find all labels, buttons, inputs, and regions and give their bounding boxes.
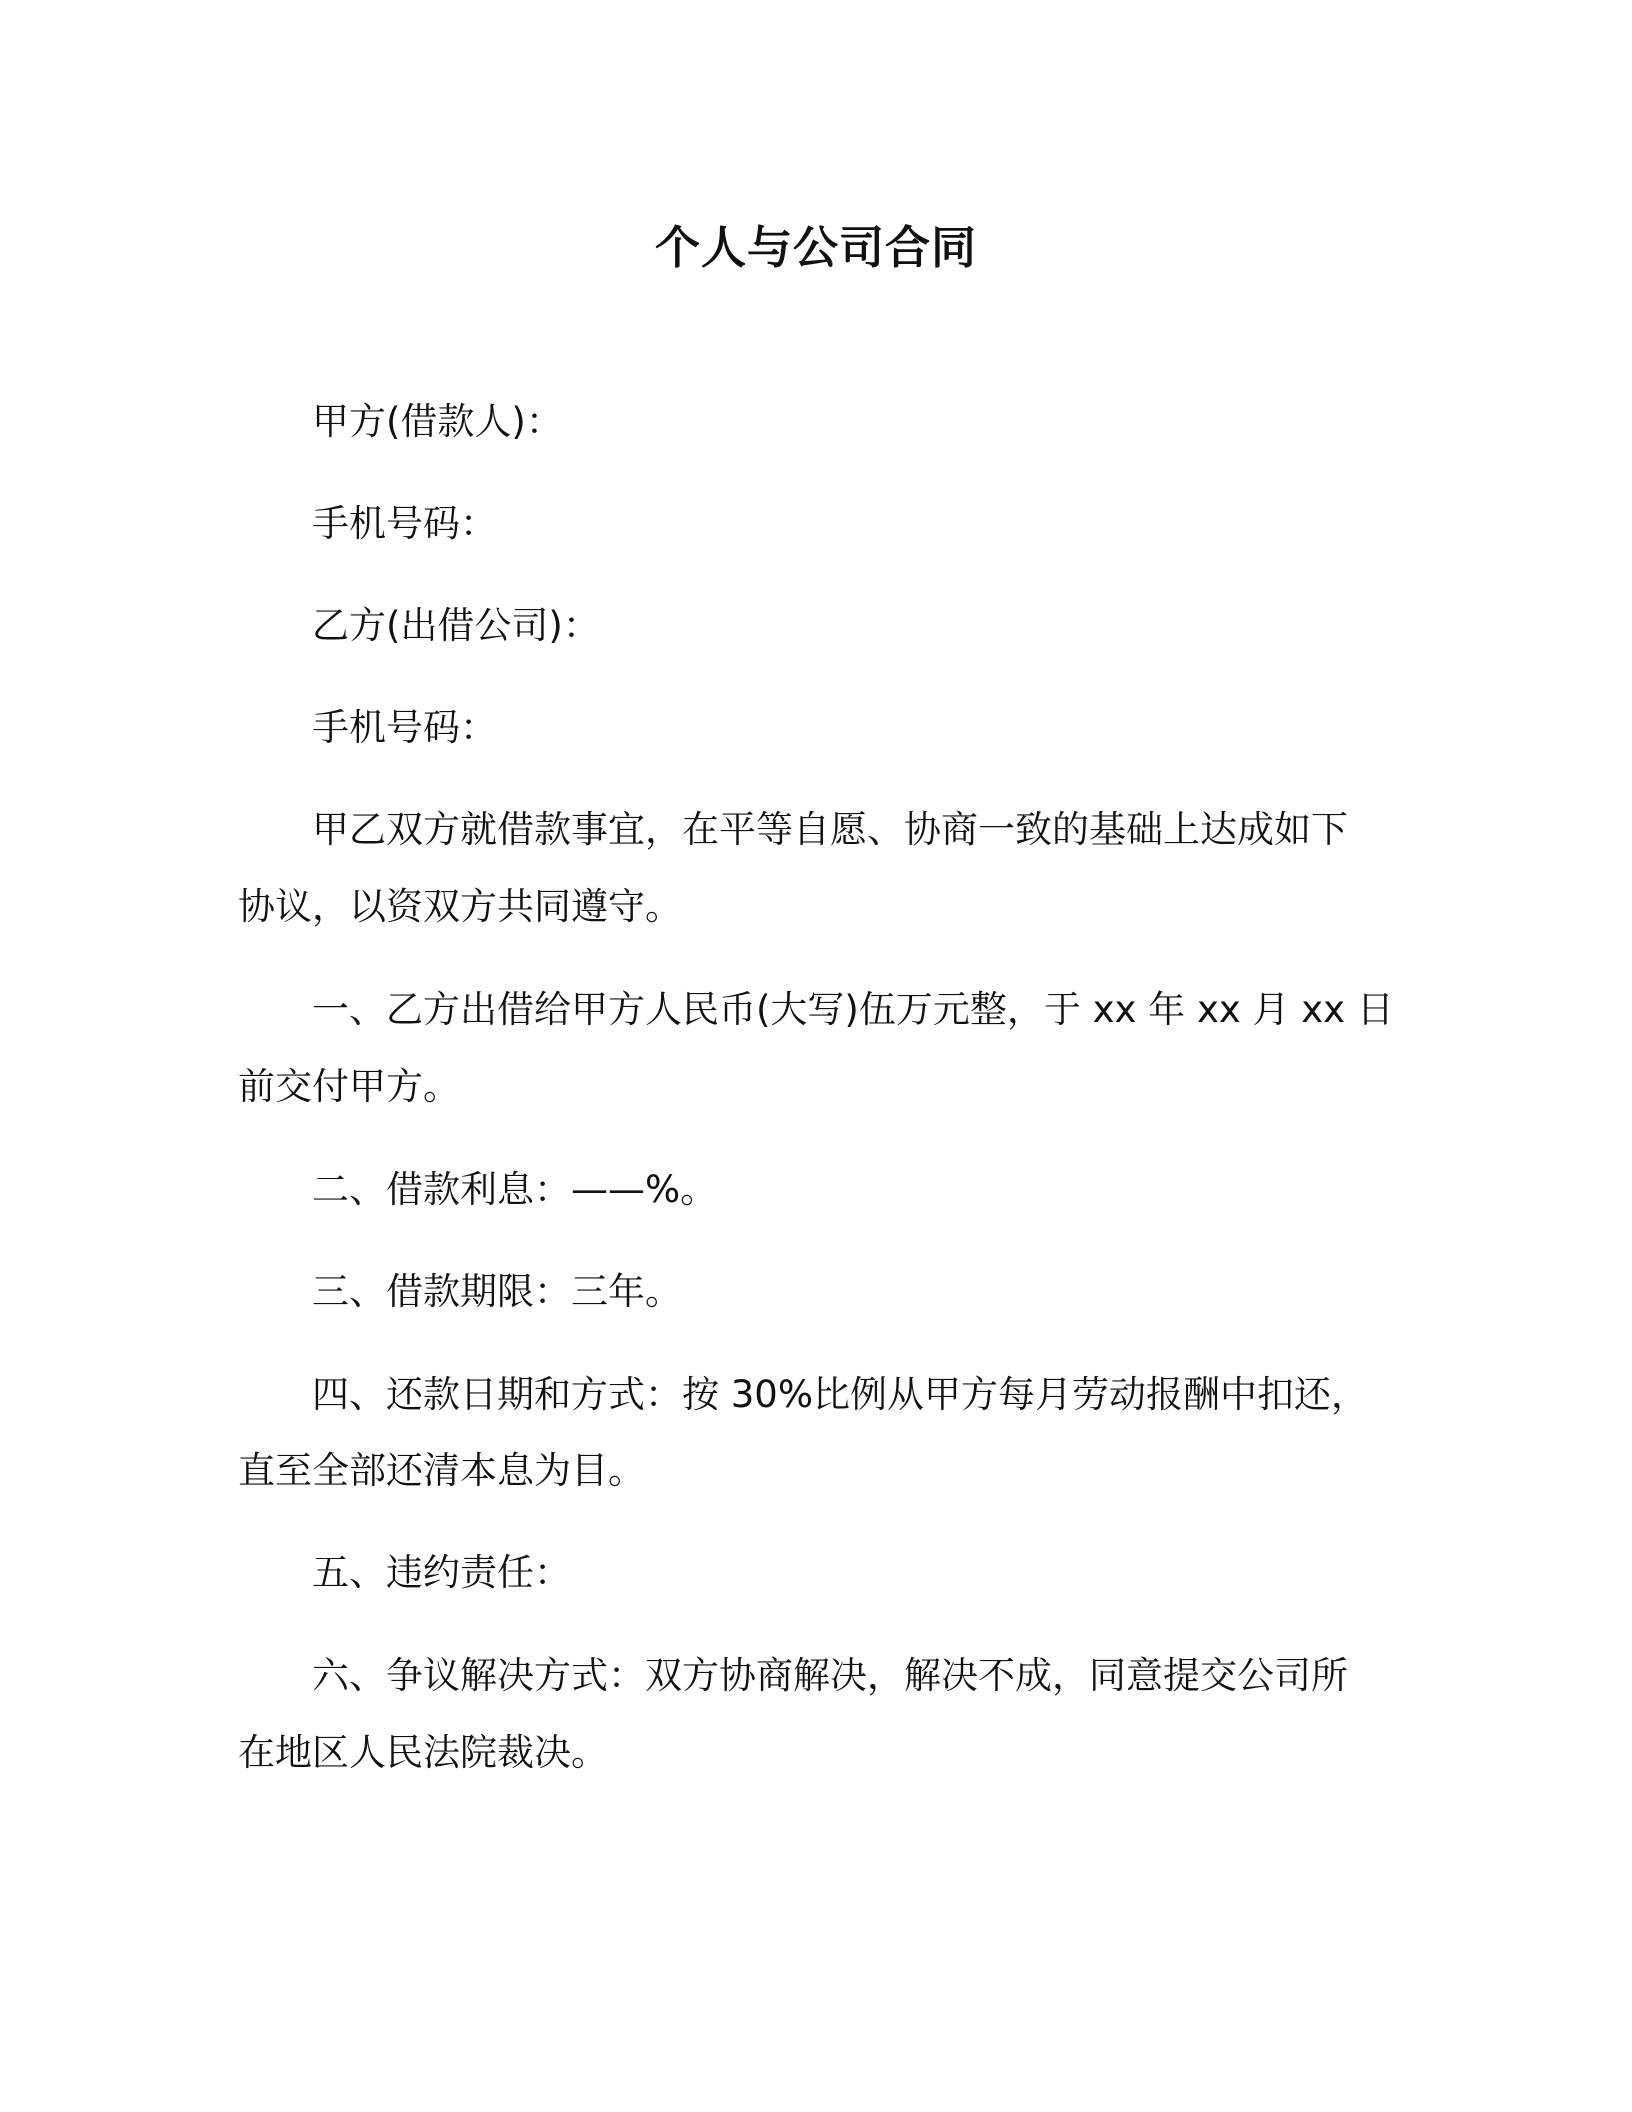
party-b-phone-label: 手机号码： xyxy=(312,706,497,749)
clause-4-line-1: 四、还款日期和方式：按 30%比例从甲方每月劳动报酬中扣还， xyxy=(312,1373,1368,1416)
clause-1-line-2: 前交付甲方。 xyxy=(238,1065,460,1108)
party-a-label: 甲方(借款人)： xyxy=(312,400,563,443)
clause-5: 五、违约责任： xyxy=(312,1551,571,1594)
preamble-line-2: 协议，以资双方共同遵守。 xyxy=(238,885,682,928)
document-title: 个人与公司合同 xyxy=(654,221,977,274)
clause-4-line-2: 直至全部还清本息为目。 xyxy=(238,1449,645,1492)
clause-2: 二、借款利息：——%。 xyxy=(312,1168,718,1211)
party-b-label: 乙方(出借公司)： xyxy=(312,604,600,647)
preamble-line-1: 甲乙双方就借款事宜，在平等自愿、协商一致的基础上达成如下 xyxy=(312,808,1348,851)
clause-3: 三、借款期限：三年。 xyxy=(312,1270,682,1313)
party-a-phone-label: 手机号码： xyxy=(312,502,497,545)
clause-6-line-2: 在地区人民法院裁决。 xyxy=(238,1731,608,1774)
clause-6-line-1: 六、争议解决方式：双方协商解决，解决不成，同意提交公司所 xyxy=(312,1654,1348,1697)
clause-1-line-1: 一、乙方出借给甲方人民币(大写)伍万元整，于 xx 年 xx 月 xx 日 xyxy=(312,988,1394,1031)
